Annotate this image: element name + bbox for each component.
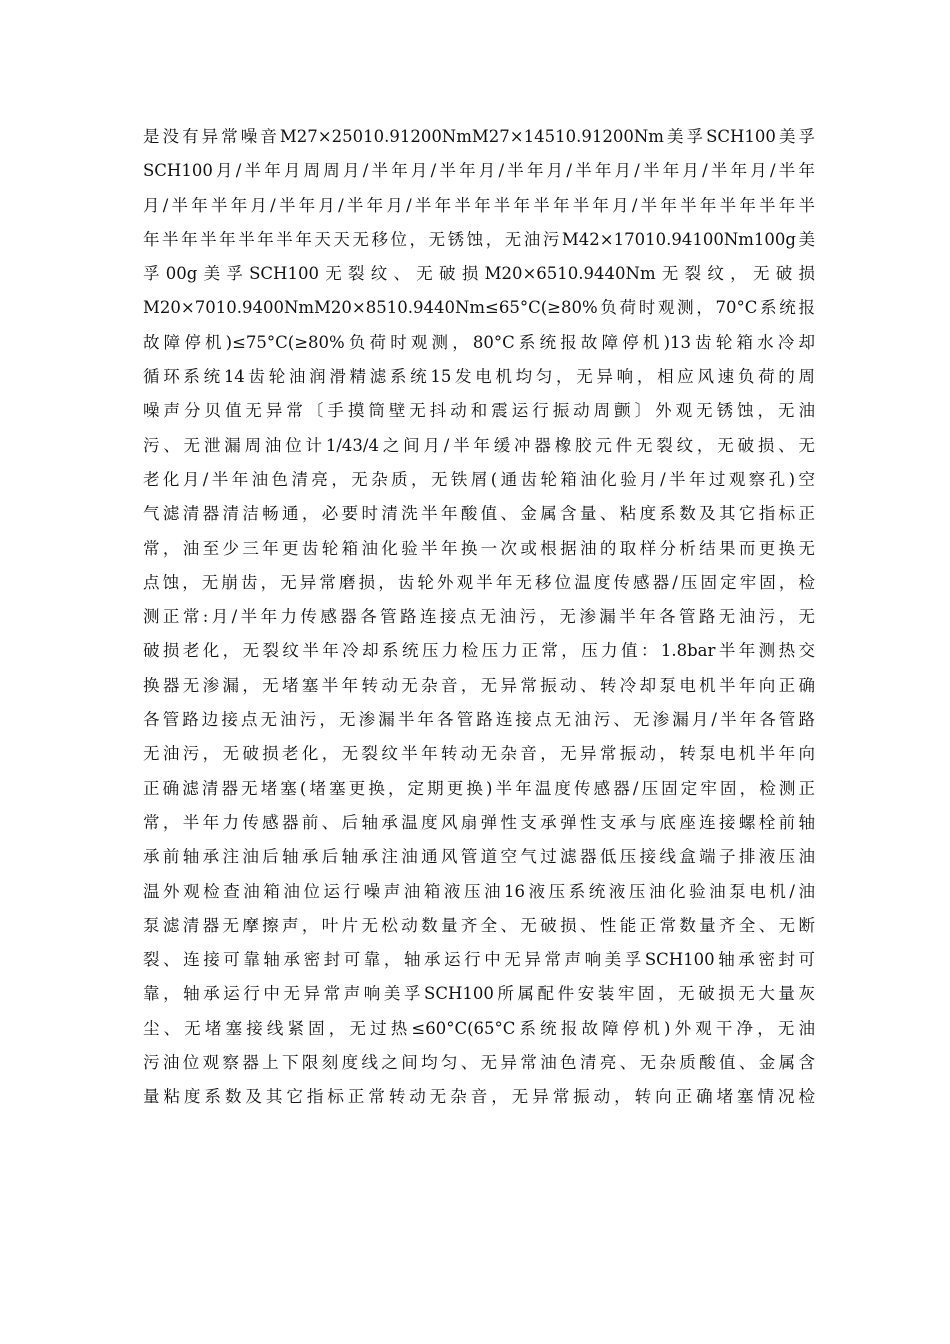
text-line: 污油位观察器上下限刻度线之间均匀、无异常油色清亮、无杂质酸值、金属含 bbox=[143, 1053, 815, 1073]
text-line: 破损老化，无裂纹半年冷却系统压力检压力正常，压力值：1.8bar半年测热交 bbox=[143, 641, 815, 661]
text-line: 老化月/半年油色清亮，无杂质，无铁屑(通齿轮箱油化验月/半年过观察孔)空 bbox=[143, 469, 815, 489]
body-text bbox=[143, 120, 815, 1115]
text-line: 是没有异常噪音M27×25010.91200NmM27×14510.91200Nm美孚SCH100美孚 bbox=[143, 127, 815, 146]
text-line: 孚00g美孚SCH100无裂纹、无破损M20×6510.9440Nm无裂纹，无破损 bbox=[143, 264, 815, 284]
text-line: 气滤清器清洁畅通，必要时清洗半年酸值、金属含量、粘度系数及其它指标正 bbox=[143, 504, 815, 524]
text-line: 量粘度系数及其它指标正常转动无杂音，无异常振动，转向正确堵塞情况检 bbox=[143, 1087, 815, 1107]
text-line: 温外观检查油箱油位运行噪声油箱液压油16液压系统液压油化验油泵电机/油 bbox=[143, 881, 815, 901]
text-line: SCH100月/半年月周周月/半年月/半年月/半年月/半年月/半年月/半年月/半年 bbox=[143, 161, 815, 181]
text-line: 泵滤清器无摩擦声，叶片无松动数量齐全、无破损、性能正常数量齐全、无断 bbox=[143, 915, 815, 935]
text-line: 循环系统14齿轮油润滑精滤系统15发电机均匀，无异响，相应风速负荷的周 bbox=[143, 367, 815, 387]
text-line: 正确滤清器无堵塞(堵塞更换，定期更换)半年温度传感器/压固定牢固，检测正 bbox=[143, 778, 815, 798]
text-line: 年半年半年半年半年天天无移位，无锈蚀，无油污M42×17010.94100Nm100g美 bbox=[143, 229, 815, 249]
text-line: 靠，轴承运行中无异常声响美孚SCH100所属配件安装牢固，无破损无大量灰 bbox=[143, 984, 815, 1004]
text-line: 承前轴承注油后轴承后轴承注油通风管道空气过滤器低压接线盒端子排液压油 bbox=[143, 847, 815, 867]
text-line: 常，油至少三年更齿轮箱油化验半年换一次或根据油的取样分析结果而更换无 bbox=[143, 538, 815, 558]
text-line: 裂、连接可靠轴承密封可靠，轴承运行中无异常声响美孚SCH100轴承密封可 bbox=[143, 950, 815, 970]
text-line: 换器无渗漏，无堵塞半年转动无杂音，无异常振动、转冷却泵电机半年向正确 bbox=[143, 675, 815, 695]
text-line: 无油污，无破损老化，无裂纹半年转动无杂音，无异常振动，转泵电机半年向 bbox=[143, 744, 815, 764]
text-line: 噪声分贝值无异常〔手摸筒壁无抖动和震运行振动周颤〕外观无锈蚀，无油 bbox=[143, 401, 815, 421]
text-line: 尘、无堵塞接线紧固，无过热≤60°C(65°C系统报故障停机)外观干净，无油 bbox=[143, 1018, 815, 1038]
text-line: 各管路边接点无油污，无渗漏半年各管路连接点无油污、无渗漏月/半年各管路 bbox=[143, 710, 815, 730]
text-line: 测正常:月/半年力传感器各管路连接点无油污，无渗漏半年各管路无油污，无 bbox=[143, 607, 815, 627]
text-line: M20×7010.9400NmM20×8510.9440Nm≤65°C(≥80%负荷时观测，70°C系统报 bbox=[143, 298, 815, 318]
text-line: 月/半年半年月/半年月/半年月/半年半年半年半年半年月/半年半年半年半年半 bbox=[143, 195, 815, 215]
text-line: 点蚀，无崩齿，无异常磨损，齿轮外观半年无移位温度传感器/压固定牢固，检 bbox=[143, 572, 815, 592]
text-line: 污、无泄漏周油位计1/43/4之间月/半年缓冲器橡胶元件无裂纹，无破损、无 bbox=[143, 435, 815, 455]
text-line: 常，半年力传感器前、后轴承温度风扇弹性支承弹性支承与底座连接螺栓前轴 bbox=[143, 812, 815, 832]
text-line: 故障停机)≤75°C(≥80%负荷时观测，80°C系统报故障停机)13齿轮箱水冷却 bbox=[143, 332, 815, 352]
